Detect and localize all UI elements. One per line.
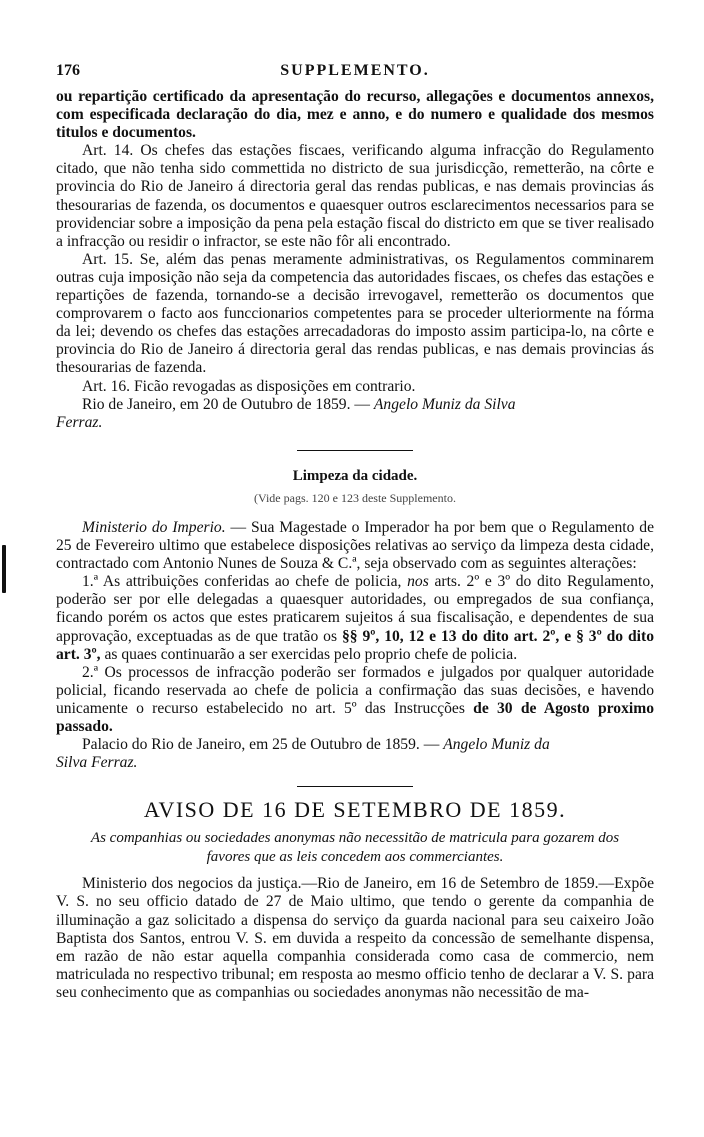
item-label: 2.ª <box>82 663 98 681</box>
aviso-body: Ministerio dos negocios da justiça.—Rio de Janeiro, em 16 de Setembro de 1859.—Expõe V. S. no seu officio datado de 27 de Maio ultimo, que tendo o gerente da companhia de illuminação a gaz solicitado a dispensa do serviço da guarda nacional para seu caixeiro João Baptista dos Santos, entrou V. S. em duvida a respeito da concessão de semelhante dispensa, em razão de não estar aquella companhia considerada como casa de commercio, nem matriculada no respectivo tribunal; em resposta ao mesmo officio tenho de declarar a V. S. para seu conhecimento que as companhias ou sociedades anonymas não necessitão de ma- <box>56 875 654 1001</box>
section-divider <box>297 450 413 451</box>
signature: Angelo Muniz da Silva <box>373 395 516 413</box>
document-page <box>56 62 654 1002</box>
article-text: Os chefes das estações fiscaes, verificando alguma infracção do Regulamento citado, que não tenha sido commettida no districto de sua jurisdicção, remetterão, na côrte e provincia do Rio de Janeiro á directoria geral das rendas publicas, e nas demais provincias ás thesourarias de fazenda, os documentos e quaesquer outros esclarecimentos necessarios para se providenciar sobre a imposição da pena pela estação fiscal do districto em que se tiver realisado a infracção ou residir o infractor, se este não fôr ali encontrado. <box>56 142 654 250</box>
signature-continued: Ferraz. <box>56 413 103 431</box>
section-divider <box>297 786 413 787</box>
scan-edge-mark <box>2 545 6 593</box>
running-title: SUPPLEMENTO. <box>280 62 430 79</box>
article-label: Art. 15. <box>82 250 133 268</box>
cross-reference-note: (Vide pags. 120 e 123 deste Supplemento. <box>254 490 456 505</box>
running-header <box>56 62 654 86</box>
signature-continued: Silva Ferraz. <box>56 754 138 772</box>
signature: Angelo Muniz da <box>443 736 550 754</box>
aviso-title: AVISO DE 16 DE SETEMBRO DE 1859. <box>143 797 567 823</box>
continuation-paragraph: ou repartição certificado da apresentação do recurso, allegações e documentos annexos, com especificada declaração do dia, mez e anno, e do numero e qualidade dos mesmos titulos e documentos. <box>56 88 654 142</box>
place-date: Rio de Janeiro, em 20 de Outubro de 1859. — <box>82 395 370 413</box>
item-label: 1.ª <box>82 573 98 591</box>
page-number: 176 <box>56 62 80 79</box>
limpeza-item-1: 1.ª As attribuições conferidas ao chefe de policia, nos arts. 2º e 3º do dito Regulamento, poderão ser por elle delegadas a quaesquer autoridades, ou empregados de sua confiança, ficando porém os actos que estes praticarem sujeitos á sua fiscalisação, e dependentes de sua approvação, exceptuadas as de que tratão os §§ 9º, 10, 12 e 13 do dito art. 2º, e § 3º do dito art. 3º, as quaes continuarão a ser exercidas pelo proprio chefe de policia. <box>56 573 655 663</box>
article-16 <box>56 378 654 396</box>
closing-signature-1 <box>56 396 654 432</box>
article-label: Art. 14. <box>82 142 134 160</box>
place-date: Palacio do Rio de Janeiro, em 25 de Outubro de 1859. — <box>82 736 440 754</box>
closing-signature-2 <box>56 736 654 772</box>
limpeza-intro: Ministerio do Imperio. — Sua Magestade o Imperador ha por bem que o Regulamento de 25 de Fevereiro ultimo que estabelece disposições relativas ao serviço da limpeza desta cidade, contractado com Antonio Nunes de Souza & C.ª, seja observado com as seguintes alterações: <box>56 518 654 573</box>
article-text: Ficão revogadas as disposições em contrario. <box>133 377 416 395</box>
ministry-name: Ministerio do Imperio. <box>82 518 226 536</box>
section-title-limpeza: Limpeza da cidade. <box>292 467 418 484</box>
article-label: Art. 16. <box>82 377 131 395</box>
article-14 <box>56 142 654 251</box>
limpeza-item-2: 2.ª Os processos de infracção poderão ser formados e julgados por qualquer autoridade policial, ficando reservada ao chefe de policia a confirmação das suas decisões, e havendo unicamente o recurso estabelecido no art. 5º das Instrucções de 30 de Agosto proximo passado. <box>56 663 654 735</box>
aviso-summary: As companhias ou sociedades anonymas não necessitão de matricula para gozarem dos favores que as leis concedem aos commerciantes. <box>90 830 620 866</box>
article-15 <box>56 251 654 378</box>
article-text: Se, além das penas meramente administrativas, os Regulamentos comminarem outras cuja imposição não seja da competencia das autoridades fiscaes, os chefes das estações e repartições de fazenda, tornando-se a decisão irrevogavel, remetterão os documentos que comprovarem o facto aos funccionarios competentes para se proceder ulteriormente na fórma da lei; devendo os chefes das estações arrecadadoras do imposto assim participa-lo, na côrte e provincia do Rio de Janeiro á directoria geral das rendas publicas, e nas demais provincias ás thesourarias de fazenda. <box>56 250 654 377</box>
